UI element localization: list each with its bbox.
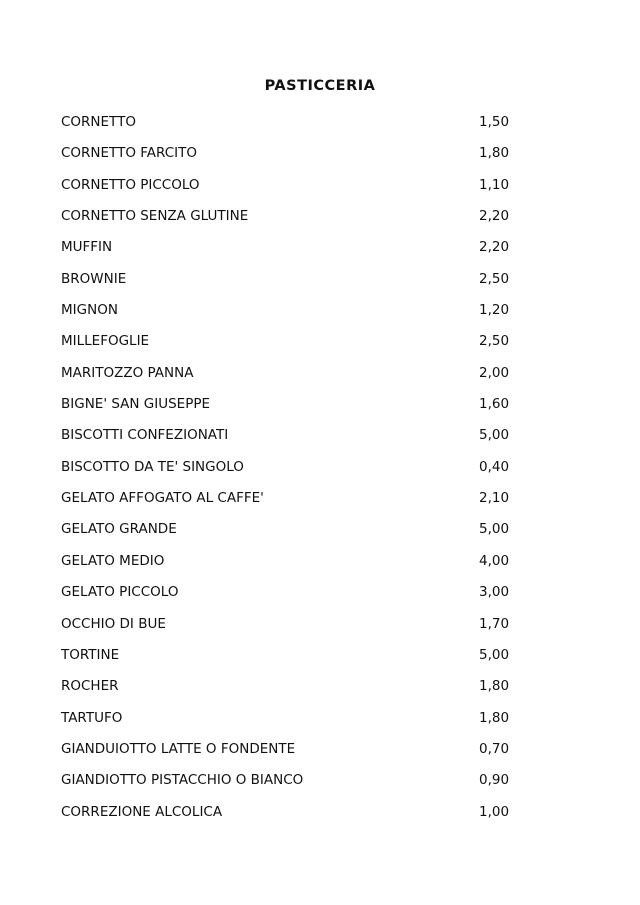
menu-item	[0, 768, 640, 799]
item-name: GIANDUIOTTO LATTE O FONDENTE	[61, 740, 296, 757]
item-name: BISCOTTI CONFEZIONATI	[61, 427, 229, 444]
item-name: CORNETTO	[61, 114, 136, 130]
item-price: 3,00	[479, 584, 510, 601]
item-name: GELATO GRANDE	[61, 521, 177, 538]
menu-item	[0, 643, 640, 674]
item-price: 1,20	[479, 302, 510, 319]
item-price: 1,60	[479, 396, 510, 413]
menu-item	[0, 267, 640, 298]
item-price: 2,50	[479, 270, 510, 287]
menu-item	[0, 612, 640, 643]
item-name: BROWNIE	[61, 270, 127, 287]
item-price: 2,00	[479, 364, 510, 381]
item-price: 2,10	[479, 490, 510, 507]
item-name: GIANDIOTTO PISTACCHIO O BIANCO	[61, 772, 304, 789]
menu-item	[0, 800, 640, 831]
item-name: CORNETTO FARCITO	[61, 145, 197, 162]
menu-item	[0, 423, 640, 454]
item-price: 5,00	[479, 646, 510, 663]
item-price: 0,90	[479, 772, 510, 789]
item-name: MIGNON	[61, 302, 118, 319]
menu-item	[0, 329, 640, 360]
menu-item	[0, 235, 640, 266]
item-price: 1,80	[479, 145, 510, 162]
item-price: 0,40	[479, 458, 510, 475]
item-price: 1,10	[479, 176, 510, 193]
item-name: MARITOZZO PANNA	[61, 364, 194, 381]
menu-item	[0, 549, 640, 580]
menu-item	[0, 580, 640, 611]
item-name: CORNETTO PICCOLO	[61, 176, 200, 193]
item-price: 2,20	[479, 208, 510, 225]
item-price: 2,20	[479, 239, 510, 256]
menu-item	[0, 173, 640, 204]
menu-item	[0, 737, 640, 768]
item-price: 4,00	[479, 552, 510, 569]
item-price: 5,00	[479, 521, 510, 538]
item-price: 1,00	[479, 803, 510, 820]
item-name: GELATO PICCOLO	[61, 584, 179, 601]
item-name: GELATO MEDIO	[61, 552, 165, 569]
item-name: BIGNE' SAN GIUSEPPE	[61, 396, 211, 413]
item-price: 5,00	[479, 427, 510, 444]
menu-item	[0, 204, 640, 235]
menu-item	[0, 486, 640, 517]
menu-item	[0, 141, 640, 172]
item-name: BISCOTTO DA TE' SINGOLO	[61, 458, 244, 475]
item-price: 1,50	[479, 114, 510, 130]
item-price: 1,80	[479, 709, 510, 726]
item-price: 1,80	[479, 678, 510, 695]
menu-item	[0, 706, 640, 737]
menu-item	[0, 110, 640, 141]
item-price: 2,50	[479, 333, 510, 350]
item-name: ROCHER	[61, 678, 119, 695]
menu-item	[0, 455, 640, 486]
item-name: GELATO AFFOGATO AL CAFFE'	[61, 490, 264, 507]
page-title: PASTICCERIA	[264, 78, 376, 94]
menu-item	[0, 298, 640, 329]
item-name: TARTUFO	[61, 709, 123, 726]
item-name: CORREZIONE ALCOLICA	[61, 803, 223, 820]
item-name: MUFFIN	[61, 239, 113, 256]
menu-list	[0, 110, 640, 831]
menu-item	[0, 517, 640, 548]
item-name: OCCHIO DI BUE	[61, 615, 166, 632]
item-name: MILLEFOGLIE	[61, 333, 150, 350]
item-name: TORTINE	[61, 646, 120, 663]
menu-item	[0, 361, 640, 392]
item-name: CORNETTO SENZA GLUTINE	[61, 208, 249, 225]
menu-item	[0, 674, 640, 705]
item-price: 1,70	[479, 615, 510, 632]
item-price: 0,70	[479, 740, 510, 757]
menu-item	[0, 392, 640, 423]
